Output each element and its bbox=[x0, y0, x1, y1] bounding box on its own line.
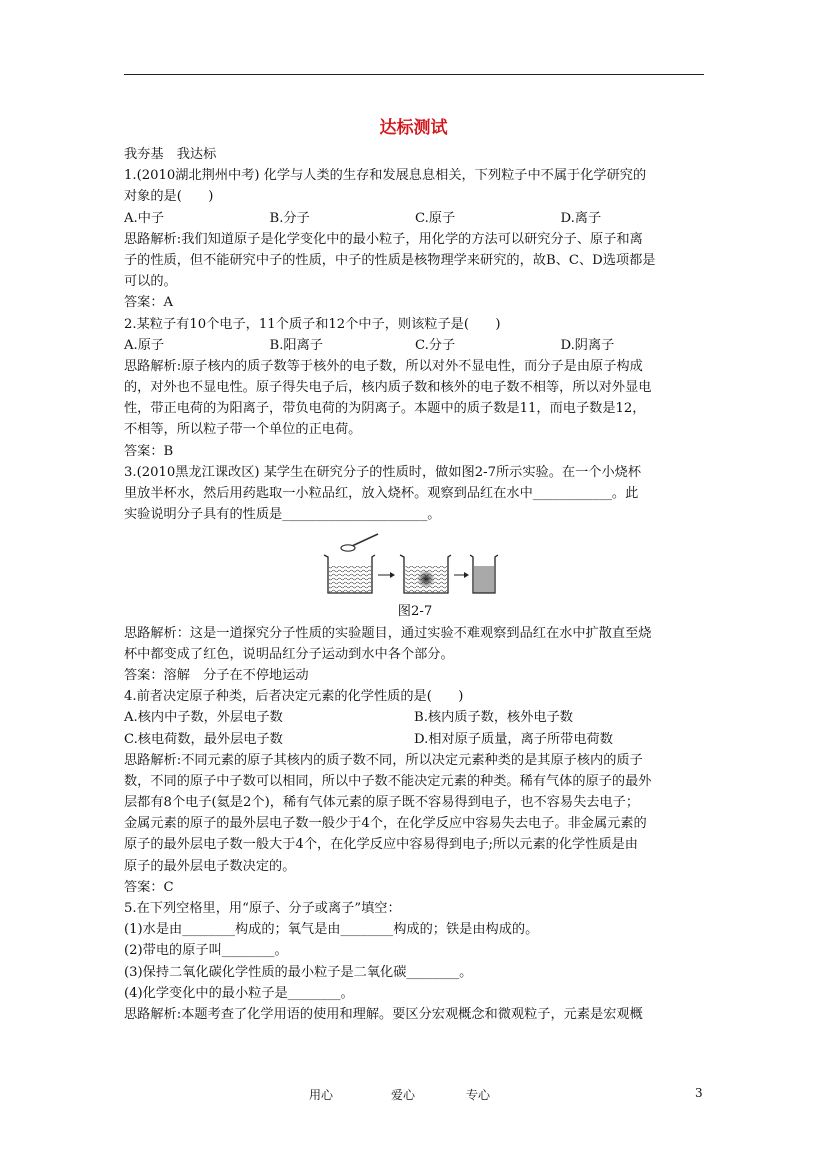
analysis-text: 原子的最外层电子数一般大于4个，在化学反应中容易得到电子;所以元素的化学性质是由 bbox=[124, 837, 638, 853]
option-c: C.核电荷数，最外层电子数 bbox=[124, 731, 283, 747]
beaker-1-icon bbox=[324, 555, 375, 593]
question-text: 1.(2010湖北荆州中考) 化学与人类的生存和发展息息相关，下列粒子中不属于化学研究的 bbox=[124, 168, 647, 184]
option-a: A.核内中子数，外层电子数 bbox=[124, 710, 283, 726]
beaker-3-icon bbox=[470, 555, 498, 593]
option-b: B.分子 bbox=[269, 210, 310, 226]
analysis-text: 金属元素的原子的最外层电子数一般少于4个，在化学反应中容易失去电子。非金属元素的 bbox=[124, 816, 647, 832]
question-3 bbox=[124, 462, 706, 686]
analysis-text: 子的性质，但不能研究中子的性质，中子的性质是核物理学来研究的，故B、C、D选项都是 bbox=[124, 252, 656, 268]
footer-word: 专心 bbox=[466, 1088, 491, 1102]
question-text: (2)带电的原子叫________。 bbox=[124, 943, 288, 959]
analysis-text: 可以的。 bbox=[124, 274, 177, 290]
options-row bbox=[124, 335, 706, 356]
beaker-diagram bbox=[320, 533, 500, 601]
footer-word: 爱心 bbox=[391, 1088, 416, 1102]
analysis-text: 原子的最外层电子数决定的。 bbox=[124, 858, 296, 874]
header-rule bbox=[124, 74, 704, 75]
option-d: D.离子 bbox=[560, 210, 602, 226]
question-text: (3)保持二氧化碳化学性质的最小粒子是二氧化碳________。 bbox=[124, 964, 473, 980]
question-text: 5.在下列空格里，用“原子、分子或离子”填空： bbox=[124, 901, 401, 916]
answer-text: 答案：A bbox=[124, 295, 174, 311]
options-row bbox=[124, 707, 706, 728]
option-d: D.相对原子质量，离子所带电荷数 bbox=[414, 731, 613, 747]
beaker-experiment-figure bbox=[124, 533, 706, 601]
question-4 bbox=[124, 686, 706, 898]
option-c: C.原子 bbox=[415, 210, 456, 226]
page-number: 3 bbox=[695, 1086, 703, 1100]
question-text: (1)水是由________构成的；氧气是由________构成的；铁是由构成的。 bbox=[124, 922, 539, 938]
options-row bbox=[124, 208, 706, 229]
analysis-text: 杯中都变成了红色，说明品红分子运动到水中各个部分。 bbox=[124, 646, 454, 662]
option-b: B.阳离子 bbox=[269, 337, 323, 353]
spoon-icon bbox=[341, 534, 378, 551]
question-text: 对象的是( ) bbox=[124, 189, 214, 205]
question-2 bbox=[124, 314, 706, 462]
options-row bbox=[124, 729, 706, 750]
question-5 bbox=[124, 898, 706, 1025]
arrow-right-icon bbox=[378, 572, 395, 578]
question-text: 实验说明分子具有的性质是______________________。 bbox=[124, 507, 441, 523]
analysis-text: 层都有8个电子(氦是2个)，稀有气体元素的原子既不容易得到电子，也不容易失去电子； bbox=[124, 795, 640, 811]
document-body bbox=[124, 144, 706, 1025]
option-d: D.阴离子 bbox=[560, 337, 615, 353]
question-text: (4)化学变化中的最小粒子是________。 bbox=[124, 985, 354, 1001]
answer-text: 答案：B bbox=[124, 443, 174, 459]
question-text: 4.前者决定原子种类，后者决定元素的化学性质的是( ) bbox=[124, 689, 464, 705]
option-a: A.原子 bbox=[124, 337, 165, 353]
analysis-text: 思路解析:原子核内的质子数等于核外的电子数，所以对外不显电性，而分子是由原子构成 bbox=[124, 358, 643, 374]
analysis-text: 性，带正电荷的为阳离子，带负电荷的为阴离子。本题中的质子数是11，而电子数是12， bbox=[124, 401, 646, 417]
option-b: B.核内质子数，核外电子数 bbox=[414, 710, 573, 726]
answer-text: 答案：溶解 分子在不停地运动 bbox=[124, 667, 309, 683]
analysis-text: 思路解析：这是一道探究分子性质的实验题目，通过实验不难观察到品红在水中扩散直至烧 bbox=[124, 625, 652, 641]
analysis-text: 的，对外也不显电性。原子得失电子后，核内质子数和核外的电子数不相等，所以对外显电 bbox=[124, 380, 652, 396]
figure-caption: 图2-7 bbox=[397, 604, 433, 620]
section-heading: 我夯基 我达标 bbox=[124, 147, 217, 162]
arrow-right-icon bbox=[454, 572, 469, 578]
analysis-text: 思路解析:我们知道原子是化学变化中的最小粒子，用化学的方法可以研究分子、原子和离 bbox=[124, 231, 643, 247]
question-text: 2.某粒子有10个电子，11个质子和12个中子，则该粒子是( ) bbox=[124, 316, 501, 332]
beaker-2-icon bbox=[400, 555, 451, 593]
analysis-text: 思路解析:不同元素的原子其核内的质子数不同，所以决定元素种类的是其原子核内的质子 bbox=[124, 752, 643, 768]
question-text: 3.(2010黑龙江课改区) 某学生在研究分子的性质时，做如图2-7所示实验。在一个小烧杯 bbox=[124, 464, 642, 480]
page-title: 达标测试 bbox=[379, 118, 448, 138]
option-c: C.分子 bbox=[415, 337, 456, 353]
footer-word: 用心 bbox=[309, 1088, 334, 1102]
option-a: A.中子 bbox=[124, 210, 165, 226]
analysis-text: 思路解析:本题考查了化学用语的使用和理解。要区分宏观概念和微观粒子，元素是宏观概 bbox=[124, 1006, 643, 1022]
analysis-text: 不相等，所以粒子带一个单位的正电荷。 bbox=[124, 422, 362, 438]
analysis-text: 数，不同的原子中子数可以相同，所以中子数不能决定元素的种类。稀有气体的原子的最外 bbox=[124, 773, 652, 789]
question-text: 里放半杯水，然后用药匙取一小粒品红，放入烧杯。观察到品红在水中____________。此 bbox=[124, 486, 639, 501]
question-1 bbox=[124, 165, 706, 313]
answer-text: 答案：C bbox=[124, 879, 174, 895]
